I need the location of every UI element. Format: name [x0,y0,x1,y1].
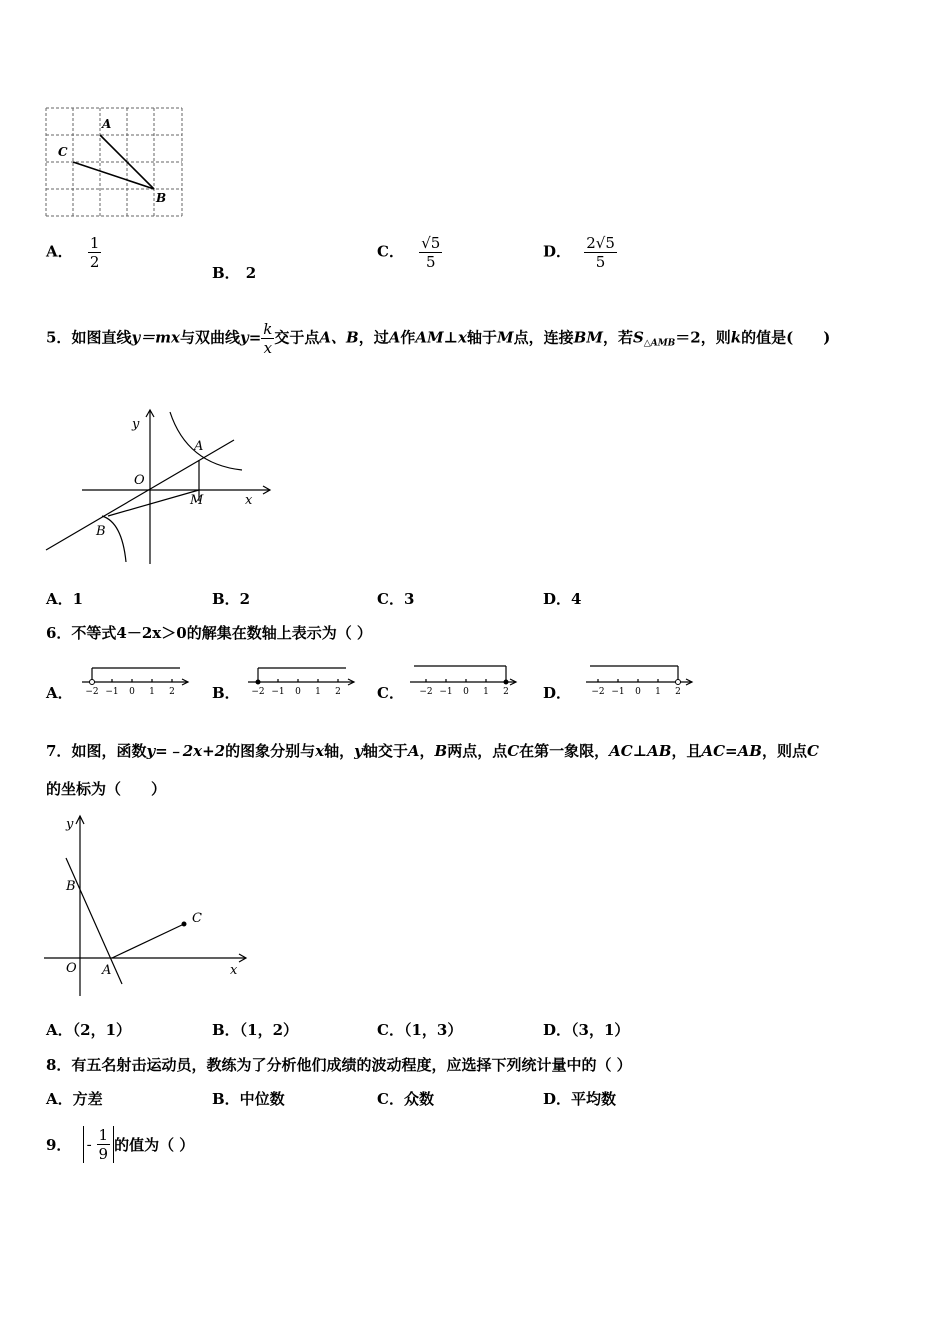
q5-option-c[interactable]: C．3 [377,590,415,608]
svg-text:−2: −2 [419,687,433,696]
q8-option-b[interactable]: B．中位数 [212,1090,285,1108]
svg-text:−2: −2 [251,687,265,696]
q7-stem-line2: 的坐标为（ ） [46,780,167,798]
q4-option-b[interactable]: B． 2 [212,264,257,282]
svg-text:1: 1 [655,687,661,696]
q7-label-C: C [192,911,202,926]
svg-text:−1: −1 [439,687,453,696]
q6-numberline-b [246,660,358,696]
q8-option-c[interactable]: C．众数 [377,1090,434,1108]
q5-label-O: O [134,473,145,488]
q4-label-B: B [156,191,167,205]
q7-label-A: A [102,963,112,978]
q7-figure [42,812,252,1002]
q7-label-y: y [66,817,74,832]
q5-option-a[interactable]: A．1 [46,590,84,608]
svg-text:−2: −2 [85,687,99,696]
svg-text:2: 2 [503,687,509,696]
q6-numberline-a [80,660,192,696]
svg-text:0: 0 [295,687,301,696]
q7-option-a[interactable]: A．（2，1） [46,1021,132,1039]
q6-stem: 6．不等式4－2x＞0的解集在数轴上表示为（ ） [46,624,372,642]
svg-text:0: 0 [129,687,135,696]
svg-text:2: 2 [335,687,341,696]
q7-option-b[interactable]: B．（1，2） [212,1021,299,1039]
q5-stem: 5．如图直线y＝mx与双曲线y= $\frac{k}{x}$ 交于点A、B，过A作AM⊥x轴于M点，连接BM，若$S_{\triangle AMB}=2$，则k的值是( ) [46,320,831,357]
q8-option-a[interactable]: A．方差 [46,1090,103,1108]
q6-numberline-c [408,660,520,696]
q7-label-x: x [230,963,238,978]
q9-stem: 9． - $\frac{1}{9}$ 的值为（ ） [46,1126,195,1163]
q9-absolute-value: - $\frac{1}{9}$ [83,1126,114,1163]
q5-label-M: M [190,493,204,508]
svg-text:1: 1 [315,687,321,696]
q4-grid-figure [42,104,188,220]
q5-label-y: y [132,417,140,432]
q7-option-c[interactable]: C．（1，3） [377,1021,463,1039]
q6-option-a-letter[interactable]: A． [46,684,73,702]
q5-option-b[interactable]: B．2 [212,590,251,608]
q5-option-d[interactable]: D．4 [543,590,582,608]
q4-option-d[interactable]: D． $\frac{2√5}{5}$ [543,234,615,271]
svg-text:1: 1 [149,687,155,696]
q4-option-c[interactable]: C． $\frac{√5}{5}$ [377,234,441,271]
q7-label-B: B [66,879,76,894]
svg-text:2: 2 [169,687,175,696]
svg-text:2: 2 [675,687,681,696]
q6-option-c-letter[interactable]: C． [377,684,404,702]
q4-label-A: A [102,117,112,131]
q5-label-A: A [194,439,204,454]
svg-text:−2: −2 [591,687,605,696]
q4-label-C: C [58,145,68,159]
q6-option-d-letter[interactable]: D． [543,684,572,702]
svg-text:−1: −1 [271,687,285,696]
q7-label-O: O [66,961,77,976]
q7-option-d[interactable]: D．（3，1） [543,1021,630,1039]
q7-stem: 7．如图，函数y=﹣2x+2的图象分别与x轴，y轴交于A，B两点，点C在第一象限，AC⊥AB，且AC=AB，则点C [46,742,819,760]
q4-option-a[interactable]: A． $\frac{1}{2}$ [46,234,100,271]
svg-text:0: 0 [463,687,469,696]
q6-numberline-d [584,660,696,696]
svg-text:0: 0 [635,687,641,696]
svg-text:−1: −1 [611,687,625,696]
q8-stem: 8．有五名射击运动员，教练为了分析他们成绩的波动程度，应选择下列统计量中的（ ） [46,1056,632,1074]
svg-text:−1: −1 [105,687,119,696]
q5-label-B: B [96,524,106,539]
q5-label-x: x [245,493,253,508]
q5-figure [42,404,282,570]
q8-option-d[interactable]: D．平均数 [543,1090,617,1108]
q6-option-b-letter[interactable]: B． [212,684,240,702]
svg-text:1: 1 [483,687,489,696]
